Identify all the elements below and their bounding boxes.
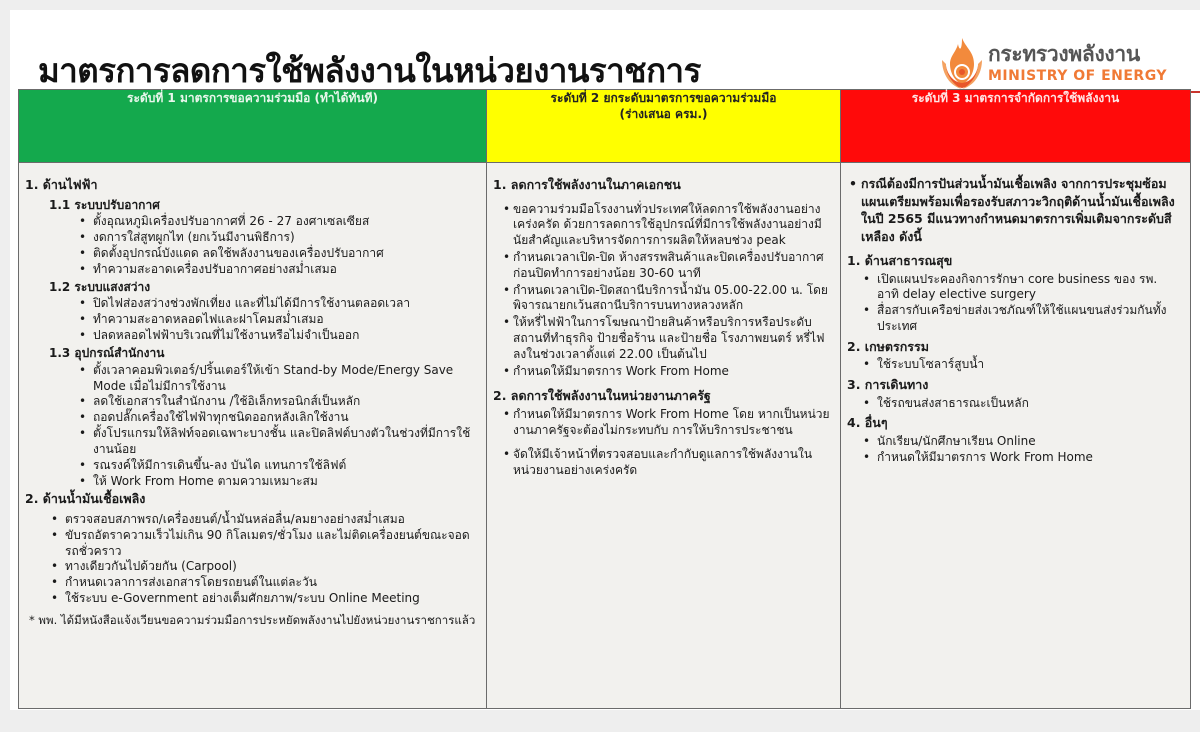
list-item: • ให้ Work From Home ตามความเหมาะสม [93,474,482,490]
level-3-content [841,163,1191,709]
level-1-header [19,90,487,163]
bullet-list [513,407,832,478]
list-item: • ทางเดียวกันไปด้วยกัน (Carpool) [65,559,482,575]
section-heading: 2. ลดการใช้พลังงานในหน่วยงานภาครัฐ [493,387,711,403]
section-heading: 2. เกษตรกรรม [847,338,929,354]
bullet-list [93,214,482,277]
bullet-list [65,512,482,607]
level-3-header [841,90,1191,163]
list-item: • ตั้งโปรแกรมให้ลิฟท์จอดเฉพาะบางชั้น และปิดลิฟต์บางตัวในช่วงที่มีการใช้งานน้อย [93,426,482,458]
section-heading: 2. ด้านน้ำมันเชื้อเพลิง [25,491,146,507]
ministry-logo [934,30,1200,96]
list-item: • รณรงค์ให้มีการเดินขึ้น-ลง บันได แทนการใช้ลิฟต์ [93,458,482,474]
bullet-list [877,357,1182,373]
list-item: • ตั้งเวลาคอมพิวเตอร์/ปริ้นเตอร์ให้เข้า Stand-by Mode/Energy Save Mode เมื่อไม่มีการใช้งาน [93,363,482,395]
list-item: • ปิดไฟส่องสว่างช่วงพักเที่ยง และที่ไม่ได้มีการใช้งานตลอดเวลา [93,296,482,312]
list-item: • กำหนดให้มีมาตรการ Work From Home [513,364,832,380]
list-item: • ขับรถอัตราความเร็วไม่เกิน 90 กิโลเมตร/ชั่วโมง และไม่ติดเครื่องยนต์ขณะจอดรถชั่วคราว [65,528,482,560]
bullet-list [93,363,482,490]
list-item: • ให้หรี่ไฟฟ้าในการโฆษณาป้ายสินค้าหรือบริการหรือประดับสถานที่ทำธุรกิจ ป้ายชื่อร้าน และป้ายชื่อ โรงภาพยนตร์ หรี่ไฟลงในช่วงเวลาตั้งแต่ 22.00 เป็นต้นไป [513,315,832,362]
section-heading: 1. ด้านสาธารณสุข [847,253,953,268]
lead-paragraph: • กรณีต้องมีการปันส่วนน้ำมันเชื้อเพลิง จากการประชุมซ้อมแผนเตรียมพร้อมเพื่อรองรับสภาวะวิกฤติด้านน้ำมันเชื้อเพลิง ในปี 2565 มีแนวทางกำหนดมาตรการเพิ่มเติมจากระดับสีเหลือง ดังนี้ [847,175,1182,245]
section-heading: 3. การเดินทาง [847,377,929,393]
section-heading: 1. ด้านไฟฟ้า [25,177,98,192]
list-item: • กำหนดให้มีมาตรการ Work From Home โดย หากเป็นหน่วยงานภาครัฐจะต้องไม่กระทบกับ การให้บริการประชาชน [513,407,832,439]
section-heading: 1. ลดการใช้พลังงานในภาคเอกชน [493,177,681,192]
bullet-list [513,202,832,380]
subsection-heading: 1.2 ระบบแสงสว่าง [49,279,151,294]
ministry-name-thai: กระทรวงพลังงาน [988,42,1140,66]
list-item: • เปิดแผนประคองกิจการรักษา core business ของ รพ. อาทิ delay elective surgery [877,272,1182,304]
list-item: • นักเรียน/นักศึกษาเรียน Online [877,434,1182,450]
list-item: • จัดให้มีเจ้าหน้าที่ตรวจสอบและกำกับดูแลการใช้พลังงานในหน่วยงานอย่างเคร่งครัด [513,447,832,479]
subsection-heading: 1.3 อุปกรณ์สำนักงาน [49,345,165,360]
level-2-header [487,90,841,163]
list-item: • สื่อสารกับเครือข่ายส่งเวชภัณฑ์ให้ใช้แผนขนส่งร่วมกันทั้งประเทศ [877,303,1182,335]
list-item: • งดการใส่สูทผูกไท (ยกเว้นมีงานพิธีการ) [93,230,482,246]
bullet-list [877,396,1182,412]
measures-table [18,89,1191,709]
list-item: • ใช้ระบบ e-Government อย่างเต็มศักยภาพ/ระบบ Online Meeting [65,591,482,607]
level-1-title: ระดับที่ 1 มาตรการขอความร่วมมือ (ทำได้ทันที) [127,91,378,105]
level-2-content [487,163,841,709]
list-item: • ทำความสะอาดหลอดไฟและฝาโคมสม่ำเสมอ [93,312,482,328]
list-item: • ขอความร่วมมือโรงงานทั่วประเทศให้ลดการใช้พลังงานอย่างเคร่งครัด ด้วยการลดการใช้อุปกรณ์ที่มีการใช้พลังงานอย่างมีนัยสำคัญและบริหารจัดการการผลิตให้หลบช่วง peak [513,202,832,249]
flame-emblem-icon [940,36,984,90]
bullet-list [877,434,1182,466]
level-2-subtitle: (ร่างเสนอ ครม.) [619,107,708,122]
list-item: • ใช้ระบบโซลาร์สูบน้ำ [877,357,1182,373]
level-2-title: ระดับที่ 2 ยกระดับมาตรการขอความร่วมมือ [550,91,777,105]
ministry-name-english: MINISTRY OF ENERGY [988,68,1168,84]
level-1-content [19,163,487,709]
list-item: • ตั้งอุณหภูมิเครื่องปรับอากาศที่ 26 - 27 องศาเซลเซียส [93,214,482,230]
page-title: มาตรการลดการใช้พลังงานในหน่วยงานราชการ [38,51,701,90]
list-item: • ใช้รถขนส่งสาธารณะเป็นหลัก [877,396,1182,412]
list-item: • ทำความสะอาดเครื่องปรับอากาศอย่างสม่ำเสมอ [93,262,482,278]
list-item: • ติดตั้งอุปกรณ์บังแดด ลดใช้พลังงานของเครื่องปรับอากาศ [93,246,482,262]
list-item: • กำหนดเวลาเปิด-ปิด ห้างสรรพสินค้าและปิดเครื่องปรับอากาศก่อนปิดทำการอย่างน้อย 30-60 นาที [513,250,832,282]
list-item: • ถอดปลั๊กเครื่องใช้ไฟฟ้าทุกชนิดออกหลังเลิกใช้งาน [93,410,482,426]
section-heading: 4. อื่นๆ [847,415,888,431]
infographic-page [10,10,1200,710]
list-item: • ตรวจสอบสภาพรถ/เครื่องยนต์/น้ำมันหล่อลื่น/ลมยางอย่างสม่ำเสมอ [65,512,482,528]
list-item: • กำหนดเวลาเปิด-ปิดสถานีบริการน้ำมัน 05.00-22.00 น. โดยพิจารณายกเว้นสถานีบริการบนทางหลวงหลัก [513,283,832,315]
level-3-title: ระดับที่ 3 มาตรการจำกัดการใช้พลังงาน [911,91,1120,105]
list-item: • ปลดหลอดไฟฟ้าบริเวณที่ไม่ใช้งานหรือไม่จำเป็นออก [93,328,482,344]
list-item: • ลดใช้เอกสารในสำนักงาน /ใช้อิเล็กทรอนิกส์เป็นหลัก [93,394,482,410]
subsection-heading: 1.1 ระบบปรับอากาศ [49,197,160,212]
bullet-list [877,272,1182,335]
list-item: • กำหนดเวลาการส่งเอกสารโดยรถยนต์ในแต่ละวัน [65,575,482,591]
list-item: • กำหนดให้มีมาตรการ Work From Home [877,450,1182,466]
footnote: * พพ. ได้มีหนังสือแจ้งเวียนขอความร่วมมือการประหยัดพลังงานไปยังหน่วยงานราชการแล้ว [29,612,476,627]
bullet-list [93,296,482,343]
